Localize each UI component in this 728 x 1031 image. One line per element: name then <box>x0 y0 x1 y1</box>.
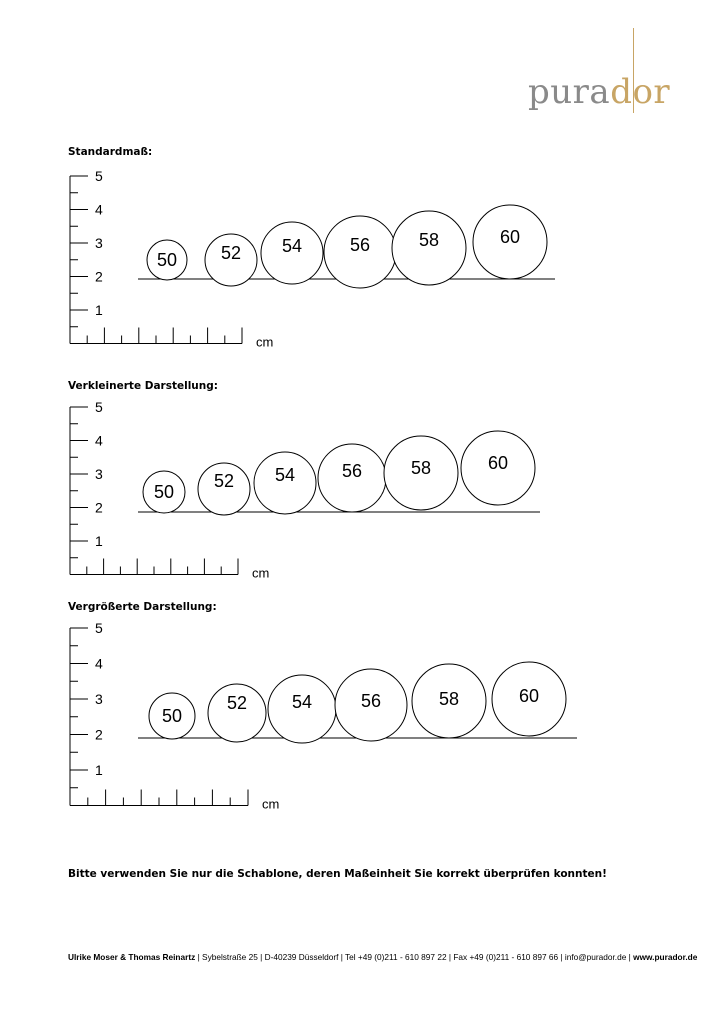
size-label: 50 <box>161 706 183 726</box>
scale-label: 2 <box>95 268 103 285</box>
scale-label: 5 <box>95 399 103 415</box>
usage-notice: Bitte verwenden Sie nur die Schablone, deren Maßeinheit Sie korrekt überprüfen konnten! <box>68 868 607 880</box>
scale-label: 4 <box>95 201 103 218</box>
size-label: 54 <box>291 692 313 712</box>
size-label: 54 <box>274 465 296 485</box>
scale-label: 1 <box>95 302 103 318</box>
size-label: 56 <box>360 691 382 711</box>
unit-label: cm <box>262 796 280 812</box>
size-label: 58 <box>410 458 432 478</box>
size-label: 52 <box>220 243 242 263</box>
footer-names: Ulrike Moser & Thomas Reinartz <box>68 952 196 962</box>
footer-website: www.purador.de <box>633 952 698 962</box>
size-label: 60 <box>518 686 540 706</box>
size-label: 52 <box>226 693 248 713</box>
size-label: 60 <box>499 227 521 247</box>
size-label: 50 <box>153 482 175 502</box>
scale-label: 1 <box>95 533 103 549</box>
size-label: 56 <box>349 235 371 255</box>
scale-label: 3 <box>95 466 103 482</box>
section-label-reduced: Verkleinerte Darstellung: <box>68 380 218 392</box>
unit-label: cm <box>252 565 270 581</box>
section-label-standard: Standardmaß: <box>68 146 153 158</box>
section-label-enlarged: Vergrößerte Darstellung: <box>68 601 217 613</box>
size-label: 58 <box>418 230 440 250</box>
scale-label: 5 <box>95 620 103 636</box>
size-label: 54 <box>281 236 303 256</box>
size-label: 50 <box>156 250 178 270</box>
size-label: 52 <box>213 471 235 491</box>
scale-label: 2 <box>95 726 103 743</box>
scale-label: 3 <box>95 691 103 707</box>
scale-label: 2 <box>95 499 103 516</box>
size-label: 60 <box>487 453 509 473</box>
scale-label: 4 <box>95 655 103 672</box>
unit-label: cm <box>256 334 274 350</box>
size-label: 56 <box>341 461 363 481</box>
scale-label: 5 <box>95 168 103 184</box>
footer-address: | Sybelstraße 25 | D-40239 Düsseldorf | Tel +49 (0)211 - 610 897 22 | Fax +49 (0)211 - 610 897 66 | info@purador.de | <box>195 952 634 962</box>
size-label: 58 <box>438 689 460 709</box>
scale-label: 4 <box>95 432 103 449</box>
scale-label: 3 <box>95 235 103 251</box>
footer <box>68 952 697 962</box>
logo-text-part1: pura <box>528 72 611 112</box>
logo-text-part2: dor <box>610 72 671 112</box>
scale-label: 1 <box>95 762 103 778</box>
